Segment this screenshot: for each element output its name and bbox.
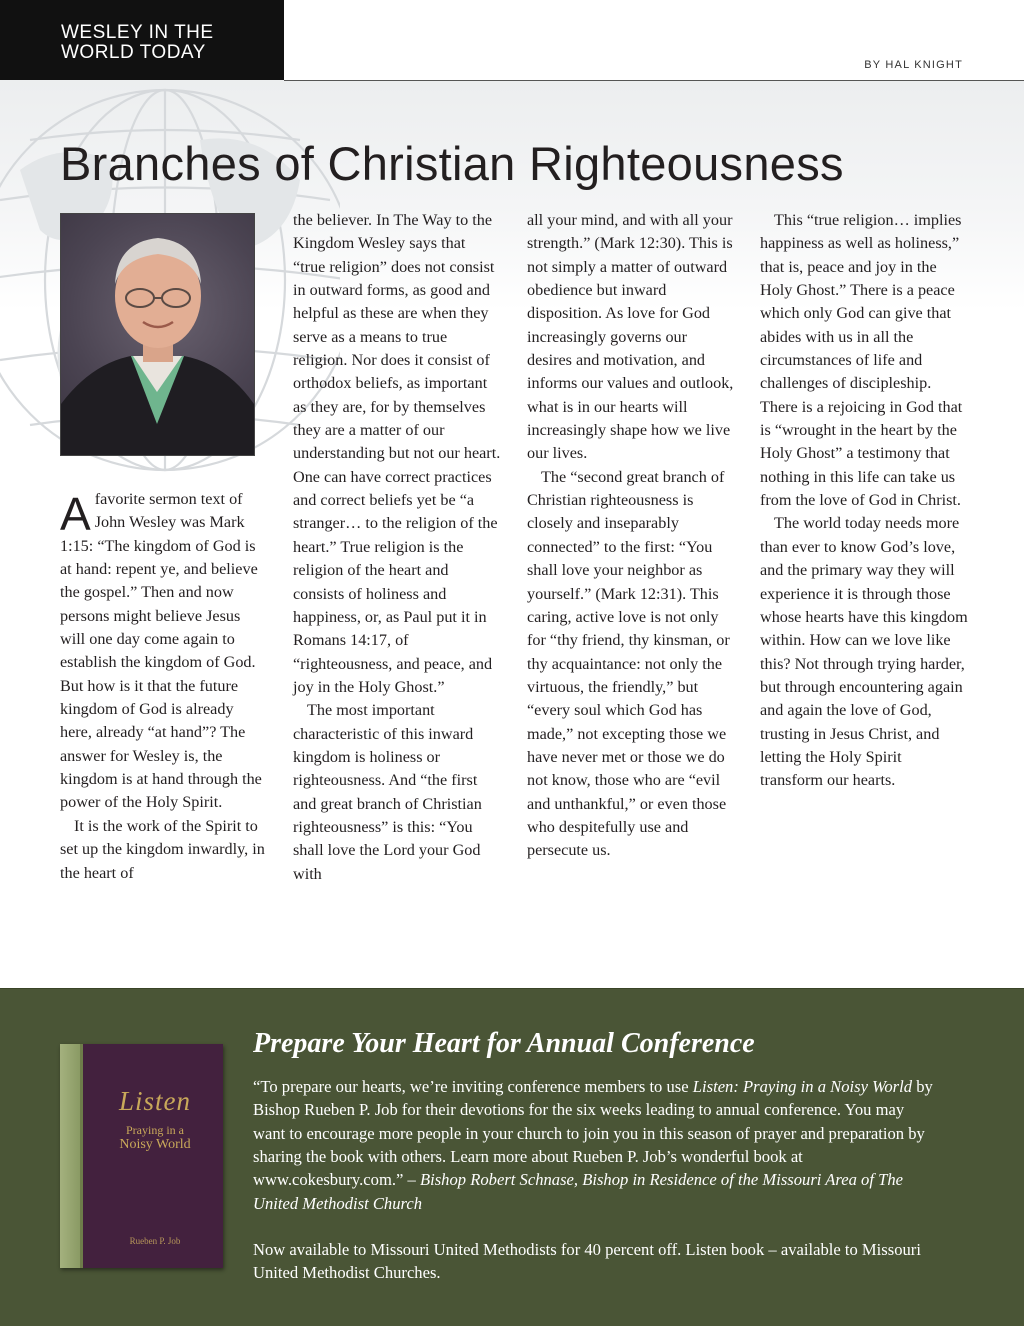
book-title: Listen: Praying in a Noisy World bbox=[692, 1077, 913, 1096]
byline: BY HAL KNIGHT bbox=[864, 59, 963, 71]
article-paragraph: It is the work of the Spirit to set up the kingdom inwardly, in the heart of bbox=[60, 816, 265, 882]
promo-title: Prepare Your Heart for Annual Conference bbox=[253, 1028, 755, 1059]
book-cover-subtitle-2: Noisy World bbox=[119, 1137, 191, 1152]
book-cover-title: Listen bbox=[118, 1086, 191, 1116]
article-column-3 bbox=[527, 209, 735, 863]
promo-attribution: – Bishop Robert Schnase, Bishop in Residence of the Missouri Area of The United Methodist Church bbox=[253, 1170, 903, 1213]
article-column-2 bbox=[293, 209, 501, 886]
author-photo bbox=[60, 213, 255, 456]
book-cover-author: Rueben P. Job bbox=[129, 1236, 181, 1246]
book-spine bbox=[60, 1044, 80, 1268]
article-paragraph: Afavorite sermon text of John Wesley was Mark 1:15: “The kingdom of God is at hand: repent ye, and believe the gospel.” Then and now persons might believe Jesus will one day come again to establish the kingdom of God. But how is it that the future kingdom of God is already here, already “at hand”? The answer for Wesley is, the kingdom is at hand through the power of the Holy Spirit. bbox=[60, 488, 262, 812]
section-tag-line2: WORLD TODAY bbox=[61, 42, 206, 63]
book-spine-edge bbox=[80, 1044, 83, 1268]
book-cover-subtitle-1: Praying in a bbox=[126, 1123, 184, 1137]
article-paragraph: This “true religion… implies happiness as well as holiness,” that is, peace and joy in the Holy Ghost.” There is a peace which only God can give that abides with us in all the circumstances of life and challenges of discipleship. There is a rejoicing in God that is “wrought in the heart by the Holy Ghost” a testimony that nothing in this life can take us from the love of God in Christ. bbox=[760, 211, 963, 510]
article-column-4 bbox=[760, 209, 968, 793]
article-paragraph: the believer. In The Way to the Kingdom Wesley says that “true religion” does not consist in outward forms, as good and helpful as these are when they serve as a means to true religion. Nor does it consist of orthodox beliefs, as important as they are, for by themselves they are a matter of our understanding but not our heart. One can have correct practices and correct beliefs yet be “a stranger… to the religion of the heart.” True religion is the religion of the heart and consists of holiness and happiness, or, as Paul put it in Romans 14:17, of “righteousness, and peace, and joy in the Holy Ghost.” bbox=[293, 211, 501, 696]
promo-body bbox=[253, 1075, 933, 1285]
article-paragraph: all your mind, and with all your strength.” (Mark 12:30). This is not simply a matter of outward obedience but inward disposition. As love for God increasingly governs our desires and motivation, and informs our values and outlook, what is in our hearts will increasingly shape how we live our lives. bbox=[527, 211, 734, 463]
article-column-1 bbox=[60, 488, 266, 885]
book-cover-image bbox=[60, 1044, 223, 1268]
article-title: Branches of Christian Righteousness bbox=[60, 137, 844, 190]
article-paragraph: The “second great branch of Christian righteousness is closely and inseparably connected” to the first: “You shall love your neighbor as yourself.” (Mark 12:31). This caring, active love is not only for “thy friend, thy kinsman, or thy acquaintance: not only the virtuous, the friendly,” but “every soul which God has made,” not excepting those we have never met or those we do not know, those who are “evil and unthankful,” or even those who despitefully use and persecute us. bbox=[527, 467, 730, 860]
promo-paragraph: Now available to Missouri United Methodists for 40 percent off. Listen book – available to Missouri United Methodist Churches. bbox=[253, 1240, 921, 1283]
section-tag bbox=[0, 0, 284, 80]
header-rule bbox=[284, 80, 1024, 81]
article-paragraph: The most important characteristic of this inward kingdom is holiness or righteousness. And “the first and great branch of Christian righteousness” is this: “You shall love the Lord your God with bbox=[293, 701, 482, 883]
drop-cap: A bbox=[60, 488, 91, 540]
article-paragraph: The world today needs more than ever to know God’s love, and the primary way they will experience it is through those whose hearts have this kingdom within. How can we love like this? Not through trying harder, but through encountering again and again the love of God, trusting in Jesus Christ, and letting the Holy Spirit transform our hearts. bbox=[760, 514, 968, 790]
promo-paragraph: “To prepare our hearts, we’re inviting conference members to use Listen: Praying in a Noisy World by Bishop Rueben P. Job for their devotions for the six weeks leading to annual conference. You may want to encourage more people in your church to join you in this season of prayer and preparation by sharing the book with others. Learn more about Rueben P. Job’s wonderful book at www.cokesbury.com.” – Bishop Robert Schnase, Bishop in Residence of the Missouri Area of The United Methodist Church bbox=[253, 1077, 933, 1213]
section-tag-line1: WESLEY IN THE bbox=[61, 22, 214, 43]
